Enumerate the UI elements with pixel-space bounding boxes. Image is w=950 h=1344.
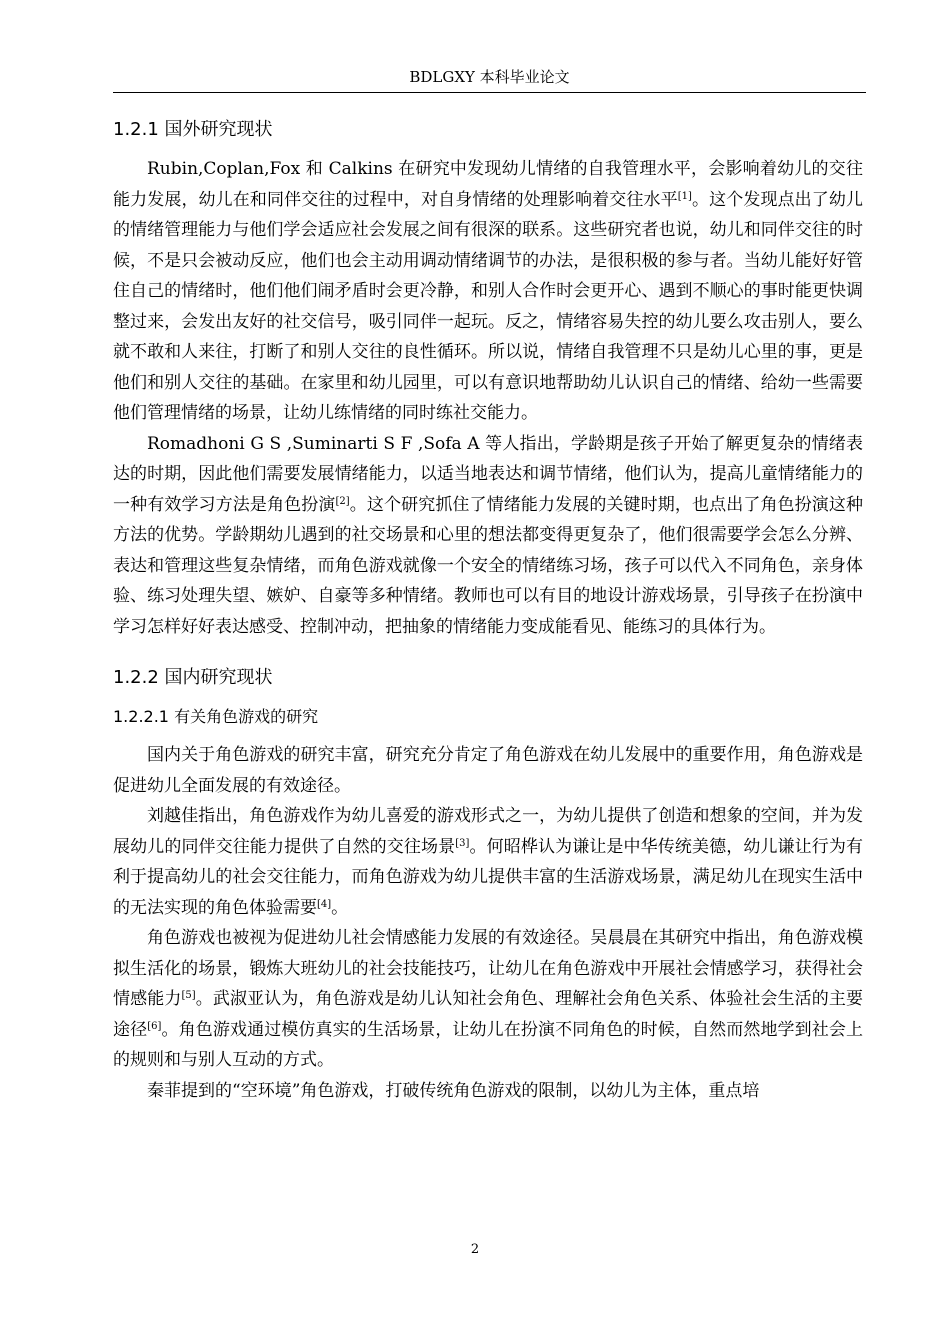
paragraph: Romadhoni G S ,Suminarti S F ,Sofa A 等人指出，学龄期是孩子开始了解更复杂的情绪表达的时期，因此他们需要发展情绪能力，以适当地表达和调节情绪，他们认为，提高儿童情绪能力的一种有效学习方法是角色扮演[2]。这个研究抓住了情绪能力发展的关键时期，也点出了角色扮演这种方法的优势。学龄期幼儿遇到的社交场景和心里的想法都变得更复杂了，他们很需要学会怎么分辨、表达和管理这些复杂情绪，而角色游戏就像一个安全的情绪练习场，孩子可以代入不同角色，亲身体验、练习处理失望、嫉妒、自豪等多种情绪。教师也可以有目的地设计游戏场景，引导孩子在扮演中学习怎样好好表达感受、控制冲动，把抽象的情绪能力变成能看见、能练习的具体行为。: [113, 433, 864, 637]
paragraph: 刘越佳指出，角色游戏作为幼儿喜爱的游戏形式之一，为幼儿提供了创造和想象的空间，并为发展幼儿的同伴交往能力提供了自然的交往场景[3]。何昭桦认为谦让是中华传统美德，幼儿谦让行为有利于提高幼儿的社会交往能力，而角色游戏为幼儿提供丰富的生活游戏场景，满足幼儿在现实生活中的无法实现的角色体验需要[4]。: [113, 806, 864, 918]
subsection-heading-role-play: 1.2.2.1 有关角色游戏的研究: [113, 707, 319, 726]
page-header: [113, 66, 866, 93]
section-heading-foreign: 1.2.1 国外研究现状: [113, 119, 273, 140]
citation-ref: [4]: [317, 898, 332, 910]
citation-ref: [3]: [455, 837, 470, 849]
citation-ref: [1]: [677, 190, 692, 202]
header-title: BDLGXY 本科毕业论文: [409, 68, 570, 86]
section-heading-domestic: 1.2.2 国内研究现状: [113, 667, 273, 688]
paragraph: 秦菲提到的“空环境”角色游戏，打破传统角色游戏的限制，以幼儿为主体，重点培: [147, 1080, 760, 1101]
main-content: [113, 114, 863, 1106]
paragraph: Rubin,Coplan,Fox 和 Calkins 在研究中发现幼儿情绪的自我管理水平，会影响着幼儿的交往能力发展，幼儿在和同伴交往的过程中，对自身情绪的处理影响着交往水平[1]。这个发现点出了幼儿的情绪管理能力与他们学会适应社会发展之间有很深的联系。这些研究者也说，幼儿和同伴交往的时候，不是只会被动反应，他们也会主动用调动情绪调节的办法，是很积极的参与者。当幼儿能好好管住自己的情绪时，他们他们闹矛盾时会更冷静，和别人合作时会更开心、遇到不顺心的事时能更快调整过来，会发出友好的社交信号，吸引同伴一起玩。反之，情绪容易失控的幼儿要么攻击别人，要么就不敢和人来往，打断了和别人交往的良性循环。所以说，情绪自我管理不只是幼儿心里的事，更是他们和别人交往的基础。在家里和幼儿园里，可以有意识地帮助幼儿认识自己的情绪、给幼一些需要他们管理情绪的场景，让幼儿练情绪的同时练社交能力。: [113, 159, 864, 423]
paragraph: 角色游戏也被视为促进幼儿社会情感能力发展的有效途径。吴晨晨在其研究中指出，角色游戏模拟生活化的场景，锻炼大班幼儿的社会技能技巧，让幼儿在角色游戏中开展社会情感学习，获得社会情感能力[5]。武淑亚认为，角色游戏是幼儿认知社会角色、理解社会角色关系、体验社会生活的主要途径[6]。角色游戏通过模仿真实的生活场景，让幼儿在扮演不同角色的时候，自然而然地学到社会上的规则和与别人互动的方式。: [113, 928, 864, 1070]
citation-ref: [2]: [335, 495, 350, 507]
citation-ref: [6]: [147, 1020, 162, 1032]
paragraph: 国内关于角色游戏的研究丰富，研究充分肯定了角色游戏在幼儿发展中的重要作用，角色游戏是促进幼儿全面发展的有效途径。: [113, 745, 863, 796]
page-number: 2: [470, 1242, 480, 1257]
citation-ref: [5]: [181, 990, 196, 1001]
